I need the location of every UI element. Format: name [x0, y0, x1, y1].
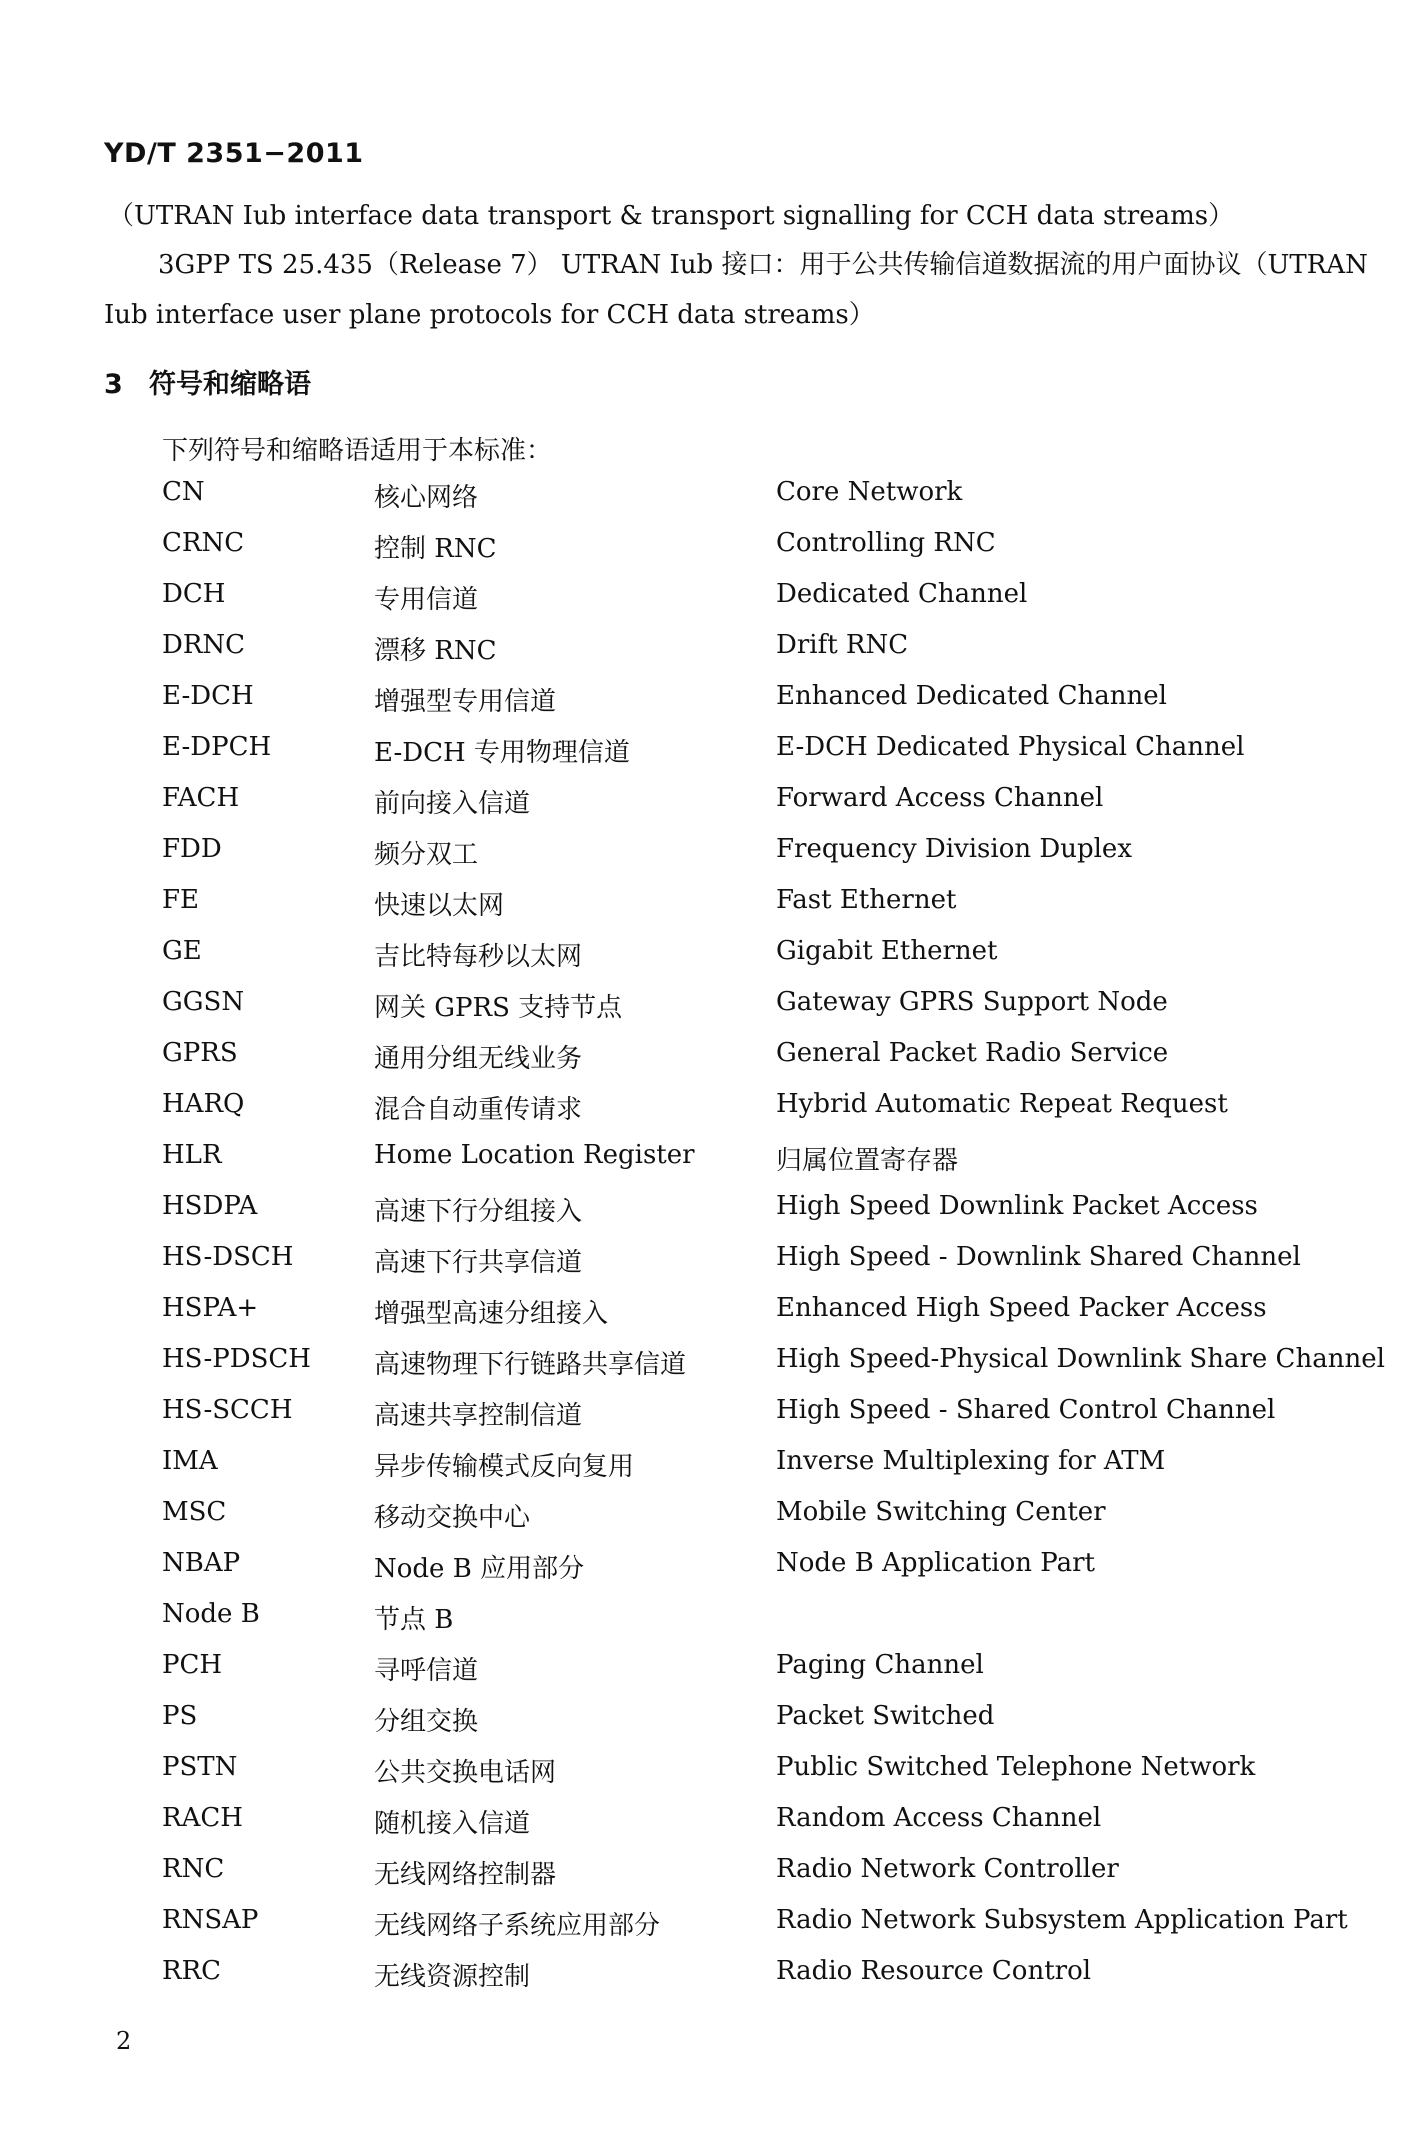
abbreviation-term: E-DPCH — [162, 732, 272, 762]
abbreviation-term: RNC — [162, 1854, 225, 1884]
abbreviation-row — [162, 528, 1362, 579]
abbreviation-english: Gateway GPRS Support Node — [776, 987, 1168, 1017]
abbreviation-chinese: 高速下行共享信道 — [374, 1248, 583, 1278]
abbreviation-english: Gigabit Ethernet — [776, 936, 998, 966]
abbreviation-term: FACH — [162, 783, 240, 813]
abbreviation-chinese: 漂移 RNC — [374, 636, 497, 666]
abbreviation-chinese: 无线网络子系统应用部分 — [374, 1911, 661, 1941]
abbreviation-row — [162, 579, 1362, 630]
abbreviation-chinese: 增强型专用信道 — [374, 687, 557, 717]
abbreviation-term: GE — [162, 936, 202, 966]
abbreviation-chinese: Node B 应用部分 — [374, 1554, 585, 1584]
section-heading — [104, 362, 311, 401]
abbreviation-chinese: 网关 GPRS 支持节点 — [374, 993, 623, 1023]
abbreviation-english: Node B Application Part — [776, 1548, 1095, 1578]
abbreviation-chinese: 高速下行分组接入 — [374, 1197, 583, 1227]
section-title: 符号和缩略语 — [149, 369, 311, 400]
abbreviation-row — [162, 936, 1362, 987]
reference-line-2: 3GPP TS 25.435（Release 7） UTRAN Iub 接口：用于公共传输信道数据流的用户面协议（UTRAN — [158, 250, 1368, 280]
abbreviation-row — [162, 630, 1362, 681]
abbreviation-english: E-DCH Dedicated Physical Channel — [776, 732, 1245, 762]
abbreviation-row — [162, 1038, 1362, 1089]
abbreviation-english: High Speed - Shared Control Channel — [776, 1395, 1276, 1425]
document-id: YD/T 2351−2011 — [104, 138, 364, 169]
abbreviation-english: Drift RNC — [776, 630, 909, 660]
abbreviation-row — [162, 1293, 1362, 1344]
abbreviation-row — [162, 1599, 1362, 1650]
abbreviation-english: 归属位置寄存器 — [776, 1146, 959, 1176]
abbreviation-term: GPRS — [162, 1038, 238, 1068]
abbreviation-chinese: E-DCH 专用物理信道 — [374, 738, 630, 768]
abbreviation-chinese: 寻呼信道 — [374, 1656, 479, 1686]
abbreviation-english: Public Switched Telephone Network — [776, 1752, 1256, 1782]
abbreviation-english: Radio Network Subsystem Application Part — [776, 1905, 1348, 1935]
abbreviation-term: E-DCH — [162, 681, 254, 711]
abbreviation-term: PS — [162, 1701, 198, 1731]
abbreviation-english: High Speed - Downlink Shared Channel — [776, 1242, 1301, 1272]
abbreviation-term: PSTN — [162, 1752, 238, 1782]
abbreviation-english: High Speed-Physical Downlink Share Channel — [776, 1344, 1385, 1374]
abbreviation-english: Dedicated Channel — [776, 579, 1028, 609]
abbreviation-chinese: 无线资源控制 — [374, 1962, 531, 1992]
abbreviation-row — [162, 1395, 1362, 1446]
abbreviation-english: High Speed Downlink Packet Access — [776, 1191, 1258, 1221]
abbreviation-term: RACH — [162, 1803, 243, 1833]
abbreviation-term: RNSAP — [162, 1905, 259, 1935]
abbreviation-row — [162, 1497, 1362, 1548]
abbreviation-english: Packet Switched — [776, 1701, 995, 1731]
abbreviation-chinese: 公共交换电话网 — [374, 1758, 557, 1788]
abbreviation-row — [162, 1701, 1362, 1752]
abbreviation-row — [162, 834, 1362, 885]
reference-line-1: （UTRAN Iub interface data transport & transport signalling for CCH data streams） — [108, 201, 1235, 231]
abbreviation-english: Fast Ethernet — [776, 885, 957, 915]
abbreviation-term: FDD — [162, 834, 222, 864]
abbreviation-term: HSDPA — [162, 1191, 258, 1221]
abbreviation-term: FE — [162, 885, 200, 915]
abbreviation-row — [162, 1344, 1385, 1395]
abbreviation-term: DRNC — [162, 630, 246, 660]
abbreviation-term: RRC — [162, 1956, 222, 1986]
abbreviation-chinese: 前向接入信道 — [374, 789, 531, 819]
abbreviation-chinese: 高速共享控制信道 — [374, 1401, 583, 1431]
abbreviation-chinese: 核心网络 — [374, 483, 479, 513]
abbreviation-chinese: 混合自动重传请求 — [374, 1095, 583, 1125]
abbreviation-term: DCH — [162, 579, 226, 609]
abbreviation-english: General Packet Radio Service — [776, 1038, 1169, 1068]
abbreviation-term: HS-PDSCH — [162, 1344, 311, 1374]
abbreviation-chinese: Home Location Register — [374, 1140, 695, 1170]
abbreviation-term: PCH — [162, 1650, 223, 1680]
abbreviation-chinese: 分组交换 — [374, 1707, 479, 1737]
abbreviation-chinese: 高速物理下行链路共享信道 — [374, 1350, 687, 1380]
abbreviation-term: HS-SCCH — [162, 1395, 293, 1425]
abbreviation-term: Node B — [162, 1599, 260, 1629]
abbreviation-row — [162, 681, 1362, 732]
abbreviation-chinese: 增强型高速分组接入 — [374, 1299, 609, 1329]
abbreviation-term: HS-DSCH — [162, 1242, 294, 1272]
abbreviation-row — [162, 1803, 1362, 1854]
abbreviation-english: Radio Resource Control — [776, 1956, 1092, 1986]
abbreviation-english: Hybrid Automatic Repeat Request — [776, 1089, 1228, 1119]
abbreviation-chinese: 专用信道 — [374, 585, 479, 615]
section-number: 3 — [104, 369, 123, 400]
abbreviation-term: MSC — [162, 1497, 227, 1527]
abbreviation-term: IMA — [162, 1446, 218, 1476]
abbreviation-chinese: 随机接入信道 — [374, 1809, 531, 1839]
abbreviation-term: HLR — [162, 1140, 222, 1170]
abbreviation-chinese: 快速以太网 — [374, 891, 505, 921]
abbreviation-row — [162, 885, 1362, 936]
abbreviation-english: Random Access Channel — [776, 1803, 1102, 1833]
abbreviation-row — [162, 1752, 1362, 1803]
abbreviation-row — [162, 1191, 1362, 1242]
page-number: 2 — [116, 2027, 132, 2055]
abbreviation-english: Frequency Division Duplex — [776, 834, 1132, 864]
abbreviation-row — [162, 1650, 1362, 1701]
abbreviation-row — [162, 1905, 1362, 1956]
reference-line-3: Iub interface user plane protocols for CCH data streams） — [104, 300, 875, 330]
abbreviation-chinese: 异步传输模式反向复用 — [374, 1452, 635, 1482]
abbreviation-english: Enhanced Dedicated Channel — [776, 681, 1167, 711]
abbreviation-row — [162, 1242, 1362, 1293]
abbreviation-term: GGSN — [162, 987, 245, 1017]
abbreviation-english: Mobile Switching Center — [776, 1497, 1106, 1527]
abbreviation-english: Inverse Multiplexing for ATM — [776, 1446, 1166, 1476]
abbreviation-english: Controlling RNC — [776, 528, 996, 558]
abbreviation-english: Forward Access Channel — [776, 783, 1104, 813]
abbreviation-list — [162, 477, 1385, 2007]
abbreviation-term: HSPA+ — [162, 1293, 259, 1323]
abbreviation-term: CRNC — [162, 528, 245, 558]
abbreviation-row — [162, 1854, 1362, 1905]
abbreviation-row — [162, 1089, 1362, 1140]
abbreviation-english: Radio Network Controller — [776, 1854, 1119, 1884]
abbreviation-row — [162, 732, 1362, 783]
abbreviation-chinese: 吉比特每秒以太网 — [374, 942, 583, 972]
abbreviation-row — [162, 987, 1362, 1038]
abbreviation-term: HARQ — [162, 1089, 245, 1119]
abbreviation-english: Enhanced High Speed Packer Access — [776, 1293, 1267, 1323]
intro-text: 下列符号和缩略语适用于本标准： — [162, 436, 553, 466]
abbreviation-chinese: 无线网络控制器 — [374, 1860, 557, 1890]
abbreviation-term: NBAP — [162, 1548, 241, 1578]
abbreviation-row — [162, 783, 1362, 834]
abbreviation-english: Paging Channel — [776, 1650, 984, 1680]
abbreviation-row — [162, 1446, 1362, 1497]
abbreviation-chinese: 通用分组无线业务 — [374, 1044, 583, 1074]
abbreviation-row — [162, 1548, 1362, 1599]
abbreviation-chinese: 控制 RNC — [374, 534, 497, 564]
abbreviation-row — [162, 1140, 1362, 1191]
abbreviation-row — [162, 477, 1362, 528]
abbreviation-term: CN — [162, 477, 205, 507]
abbreviation-english: Core Network — [776, 477, 963, 507]
abbreviation-row — [162, 1956, 1362, 2007]
abbreviation-chinese: 移动交换中心 — [374, 1503, 531, 1533]
abbreviation-chinese: 节点 B — [374, 1605, 454, 1635]
abbreviation-chinese: 频分双工 — [374, 840, 479, 870]
